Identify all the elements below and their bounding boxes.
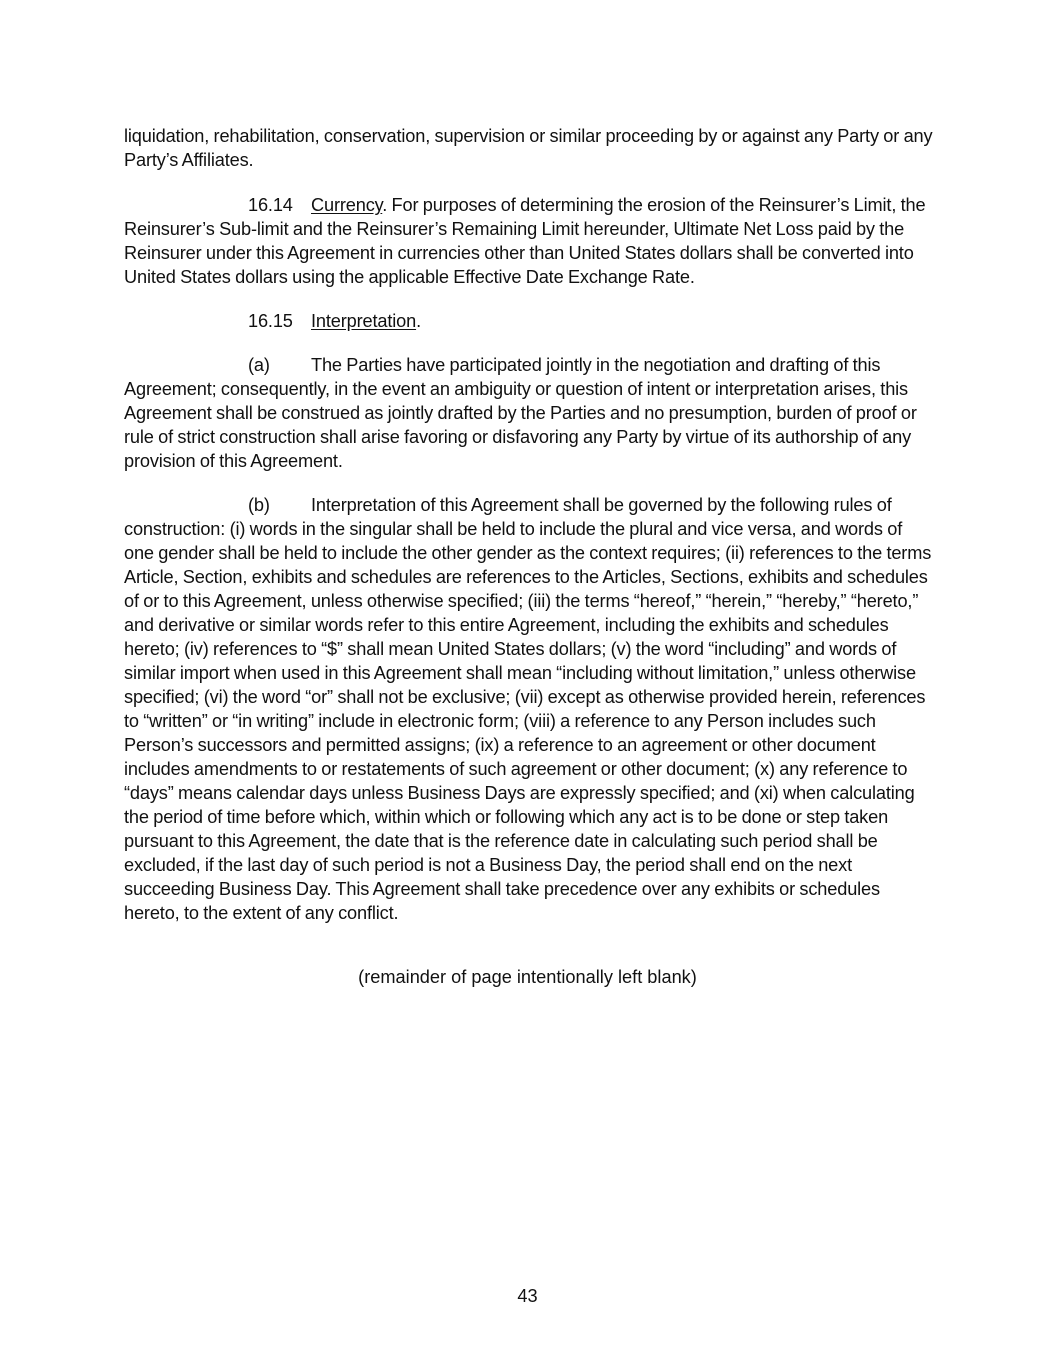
section-heading: Interpretation — [311, 311, 417, 331]
section-heading-suffix: . — [416, 311, 421, 331]
section-16-15-heading-paragraph — [124, 309, 936, 333]
continuation-paragraph — [124, 124, 936, 172]
paragraph-b — [124, 493, 936, 925]
closing-note: (remainder of page intentionally left blank) — [358, 967, 697, 987]
section-body: . For purposes of determining the erosion of the Reinsurer’s Limit, the Reinsurer’s Sub-limit and the Reinsurer’s Remaining Limit hereunder, Ultimate Net Loss paid by the Reinsurer under this Agreement in currencies other than United States dollars shall be converted into United States dollars using the applicable Effective Date Exchange Rate. — [124, 195, 926, 287]
section-number: 16.14 — [248, 195, 293, 215]
paragraph-label: (a) — [248, 355, 270, 375]
paragraph-text: Interpretation of this Agreement shall be governed by the following rules of construction: (i) words in the singular shall be held to include the plural and vice versa, and words of one gender shall be held to include the other gender as the context requires; (ii) references to the terms Article, Section, exhibits and schedules are references to the Articles, Sections, exhibits and schedules of or to this Agreement, unless otherwise specified; (iii) the terms “hereof,” “herein,” “hereby,” “hereto,” and derivative or similar words refer to this entire Agreement, including the exhibits and schedules hereto; (iv) references to “$” shall mean United States dollars; (v) the word “including” and words of similar import when used in this Agreement shall mean “including without limitation,” unless otherwise specified; (vi) the word “or” shall not be exclusive; (vii) except as otherwise provided herein, references to “written” or “in writing” include in electronic form; (viii) a reference to any Person includes such Person’s successors and permitted assigns; (ix) a reference to an agreement or other document includes amendments to or restatements of such agreement or other document; (x) any reference to “days” means calendar days unless Business Days are expressly specified; and (xi) when calculating the period of time before which, within which or following which any act is to be done or step taken pursuant to this Agreement, the date that is the reference date in calculating such period shall be excluded, if the last day of such period is not a Business Day, the period shall end on the next succeeding Business Day. This Agreement shall take precedence over any exhibits or schedules hereto, to the extent of any conflict. — [124, 495, 932, 923]
page-number: 43 — [517, 1286, 538, 1306]
paragraph-a — [124, 353, 936, 473]
section-16-14-paragraph — [124, 193, 936, 289]
section-number: 16.15 — [248, 311, 293, 331]
continuation-text: liquidation, rehabilitation, conservation, supervision or similar proceeding by or against any Party or any Party’s Affiliates. — [124, 126, 933, 170]
section-heading: Currency — [311, 195, 383, 215]
paragraph-label: (b) — [248, 495, 270, 515]
paragraph-text: The Parties have participated jointly in the negotiation and drafting of this Agreement; consequently, in the event an ambiguity or question of intent or interpretation arises, this Agreement shall be construed as jointly drafted by the Parties and no presumption, burden of proof or rule of strict construction shall arise favoring or disfavoring any Party by virtue of its authorship of any provision of this Agreement. — [124, 355, 917, 471]
